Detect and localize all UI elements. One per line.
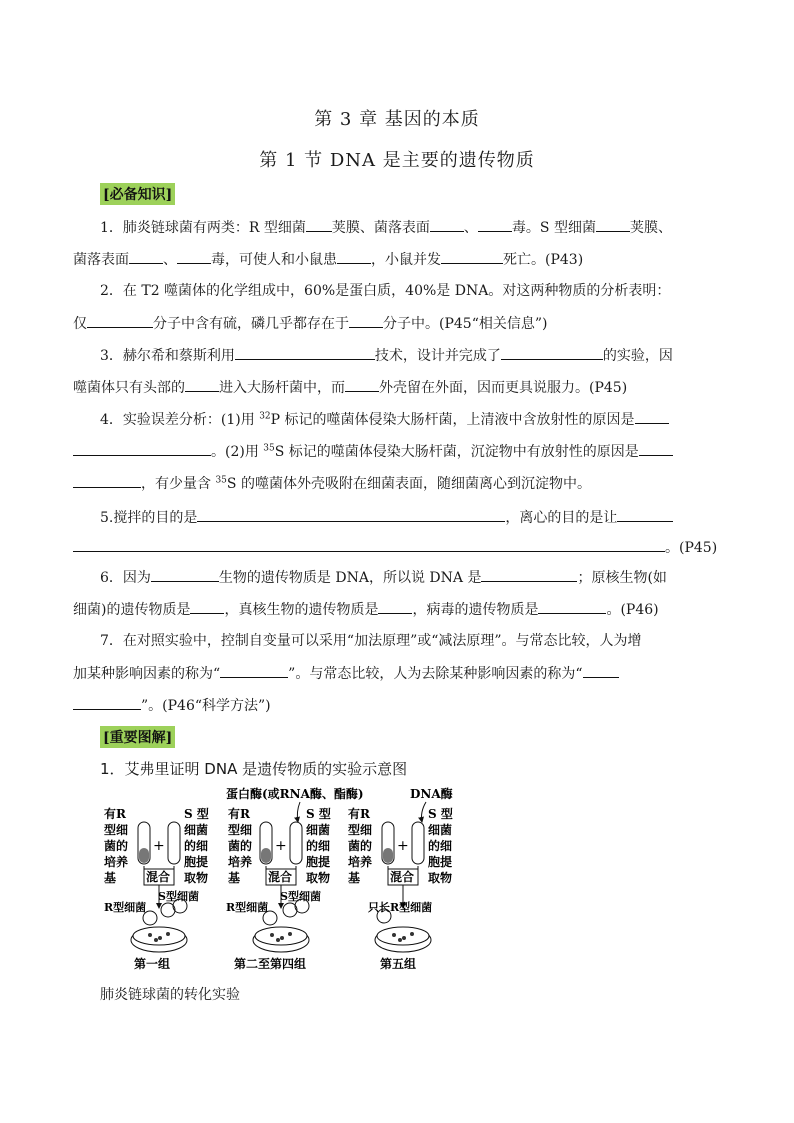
question-6-line-1: 6．因为 生物的遗传物质是 DNA，所以说 DNA 是 ；原核生物(如 <box>100 570 667 586</box>
svg-text:有R: 有R <box>228 807 250 821</box>
group-1 <box>104 806 209 971</box>
blank[interactable] <box>441 250 503 264</box>
blank[interactable] <box>596 218 630 232</box>
svg-text:型细: 型细 <box>348 823 373 837</box>
blank[interactable] <box>73 442 211 456</box>
question-1-line-1: 1．肺炎链球菌有两类：R 型细菌 荚膜、菌落表面 、 毒。S 型细菌 荚膜、 <box>100 220 672 236</box>
svg-text:胞提: 胞提 <box>306 855 331 869</box>
svg-text:菌的: 菌的 <box>228 839 253 853</box>
blank[interactable] <box>349 314 383 328</box>
svg-text:胞提: 胞提 <box>428 855 453 869</box>
section-title: 第 1 节 DNA 是主要的遗传物质 <box>259 150 535 171</box>
svg-text:有R: 有R <box>348 807 370 821</box>
blank[interactable] <box>220 664 288 678</box>
svg-text:S型细菌: S型细菌 <box>158 890 199 903</box>
svg-text:R型细菌: R型细菌 <box>104 901 147 914</box>
svg-text:只长R型细菌: 只长R型细菌 <box>368 901 433 914</box>
svg-text:培养: 培养 <box>104 855 129 869</box>
blank[interactable] <box>538 600 606 614</box>
svg-text:+: + <box>153 838 165 854</box>
question-5-line-1: 5.搅拌的目的是 ，离心的目的是让 <box>100 508 673 527</box>
group-2-4 <box>226 806 331 971</box>
blank[interactable] <box>151 568 219 582</box>
enzyme-label-group3: DNA酶 <box>410 787 453 801</box>
question-7-line-2: 加某种影响因素的称为“ ”。与常态比较，人为去除某种影响因素的称为“ <box>73 664 619 683</box>
question-7-line-1: 7．在对照实验中，控制自变量可以采用“加法原理”或“减法原理”。与常态比较，人为增 <box>100 633 642 649</box>
question-7-line-3: ”。(P46“科学方法”) <box>73 696 271 715</box>
blank[interactable] <box>430 218 464 232</box>
svg-text:取物: 取物 <box>184 871 209 885</box>
blank[interactable] <box>481 568 577 582</box>
svg-text:基: 基 <box>104 871 117 885</box>
svg-text:+: + <box>397 838 409 854</box>
blank[interactable] <box>501 346 603 360</box>
blank[interactable] <box>129 250 163 264</box>
svg-text:混合: 混合 <box>390 870 415 884</box>
question-4-line-3: ，有少量含 $^{35}$S 的噬菌体外壳吸附在细菌表面，随细菌离心到沉淀物中。 <box>73 474 591 493</box>
blank[interactable] <box>478 218 512 232</box>
blank[interactable] <box>617 508 673 522</box>
svg-text:第一组: 第一组 <box>134 957 171 971</box>
question-2-line-1: 2．在 T2 噬菌体的化学组成中，60%是蛋白质，40%是 DNA。对这两种物质的分析表明： <box>100 283 671 299</box>
question-5-line-2: 。(P45) <box>73 538 717 557</box>
blank[interactable] <box>73 538 665 552</box>
svg-text:+: + <box>275 838 287 854</box>
svg-text:第二至第四组: 第二至第四组 <box>234 957 307 971</box>
svg-text:混合: 混合 <box>146 870 171 884</box>
svg-text:R型细菌: R型细菌 <box>226 901 269 914</box>
diagram-bottom-caption: 肺炎链球菌的转化实验 <box>100 987 240 1003</box>
question-6-line-2: 细菌)的遗传物质是 ，真核生物的遗传物质是 ，病毒的遗传物质是 。(P46) <box>73 602 659 618</box>
blank[interactable] <box>337 250 371 264</box>
svg-text:S型细菌: S型细菌 <box>280 890 321 903</box>
svg-text:取物: 取物 <box>428 871 453 885</box>
blank[interactable] <box>197 508 505 522</box>
svg-text:的细: 的细 <box>184 839 209 853</box>
svg-text:培养: 培养 <box>228 855 253 869</box>
diagram-caption: 1．艾弗里证明 DNA 是遗传物质的实验示意图 <box>100 760 408 778</box>
question-1-line-2: 菌落表面 、 毒，可使人和小鼠患 ，小鼠并发 死亡。(P43) <box>73 252 584 268</box>
blank[interactable] <box>73 696 141 710</box>
svg-text:S 型: S 型 <box>184 807 209 821</box>
svg-text:基: 基 <box>348 871 361 885</box>
svg-text:胞提: 胞提 <box>184 855 209 869</box>
blank[interactable] <box>635 410 669 424</box>
blank[interactable] <box>378 600 412 614</box>
svg-text:菌的: 菌的 <box>104 839 129 853</box>
blank[interactable] <box>190 600 224 614</box>
question-4-line-2: 。(2)用 $^{35}$S 标记的噬菌体侵染大肠杆菌，沉淀物中有放射性的原因是 <box>73 442 673 461</box>
question-3-line-1: 3．赫尔希和蔡斯利用 技术，设计并完成了 的实验，因 <box>100 348 673 364</box>
svg-text:的细: 的细 <box>428 839 453 853</box>
blank[interactable] <box>583 664 619 678</box>
question-2-line-2: 仅 分子中含有硫，磷几乎都存在于 分子中。(P45“相关信息”) <box>73 316 548 332</box>
blank[interactable] <box>87 314 153 328</box>
question-3-line-2: 噬菌体只有头部的 进入大肠杆菌中，而 外壳留在外面，因而更具说服力。(P45) <box>73 380 628 396</box>
svg-text:细菌: 细菌 <box>184 823 209 837</box>
svg-text:S 型: S 型 <box>306 807 331 821</box>
blank[interactable] <box>639 442 673 456</box>
blank[interactable] <box>177 250 211 264</box>
blank[interactable] <box>306 218 332 232</box>
svg-text:细菌: 细菌 <box>306 823 331 837</box>
svg-text:混合: 混合 <box>268 870 293 884</box>
blank[interactable] <box>235 346 375 360</box>
chapter-title: 第 3 章 基因的本质 <box>314 109 480 130</box>
svg-text:取物: 取物 <box>306 871 331 885</box>
svg-text:有R: 有R <box>104 807 126 821</box>
svg-text:S 型: S 型 <box>428 807 453 821</box>
svg-text:型细: 型细 <box>228 823 253 837</box>
blank[interactable] <box>345 378 379 392</box>
svg-text:基: 基 <box>228 871 241 885</box>
svg-text:菌的: 菌的 <box>348 839 373 853</box>
svg-text:细菌: 细菌 <box>428 823 453 837</box>
blank[interactable] <box>185 378 219 392</box>
knowledge-tag: [必备知识] <box>100 183 175 205</box>
svg-text:第五组: 第五组 <box>380 957 417 971</box>
question-4-line-1: 4．实验误差分析：(1)用 $^{32}$P 标记的噬菌体侵染大肠杆菌，上清液中含放射性的原因是 <box>100 410 669 429</box>
diagram-tag: [重要图解] <box>100 726 175 748</box>
enzyme-label-group2: 蛋白酶(或RNA酶、酯酶) <box>226 787 364 801</box>
group-5 <box>348 806 453 971</box>
svg-text:型细: 型细 <box>104 823 129 837</box>
blank[interactable] <box>73 474 141 488</box>
svg-text:的细: 的细 <box>306 839 331 853</box>
transformation-diagram <box>0 780 794 980</box>
svg-text:培养: 培养 <box>348 855 373 869</box>
